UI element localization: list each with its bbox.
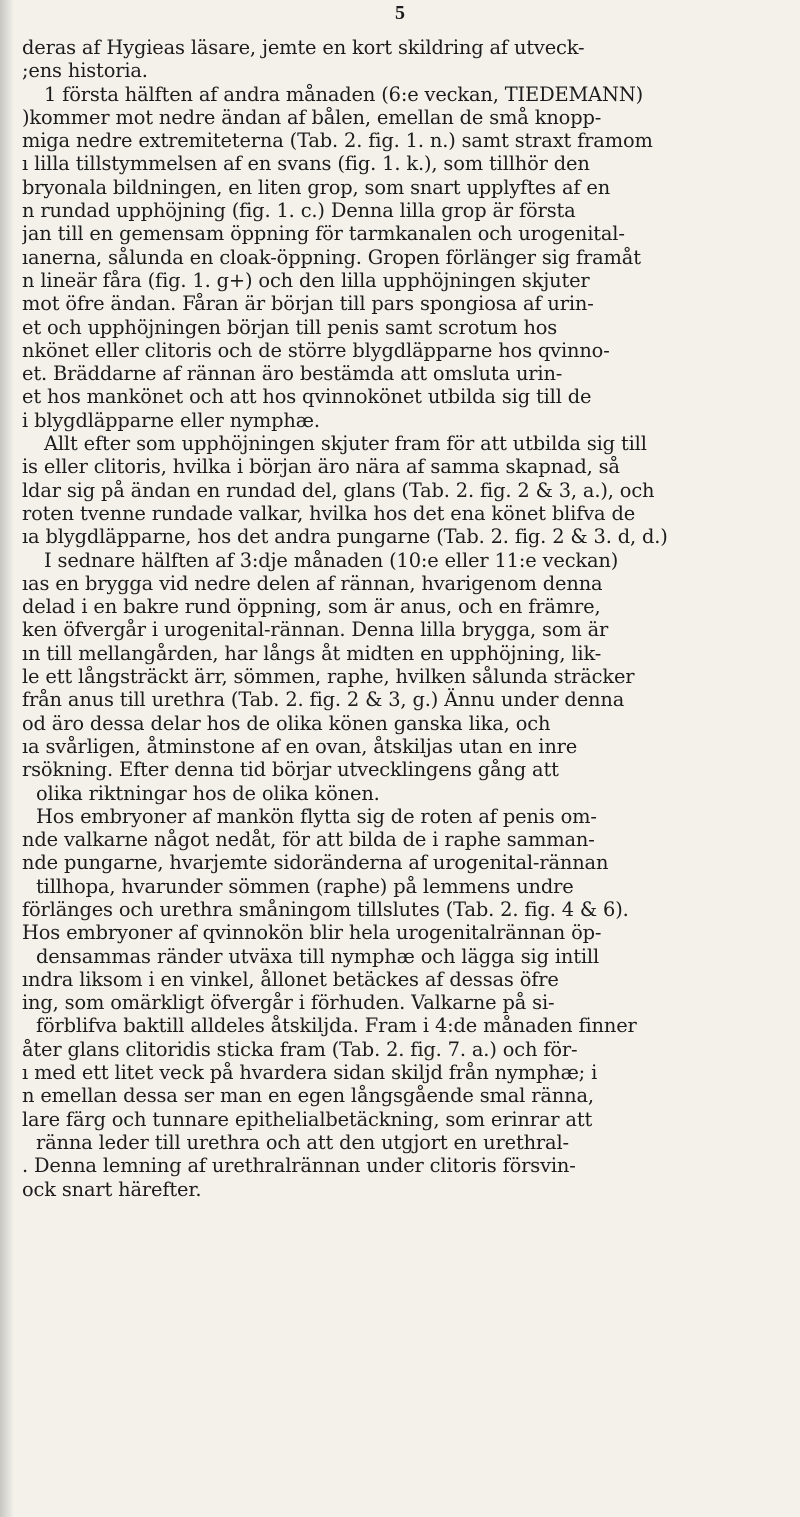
text-line: bryonala bildningen, en liten grop, som snart upplyftes af en (22, 175, 611, 199)
text-line: deras af Hygieas läsare, jemte en kort skildring af utveck- (22, 36, 585, 59)
text-line: ing, som omärkligt öfvergår i förhuden. Valkarne på si- (22, 991, 555, 1015)
text-line: ıa blygdläpparne, hos det andra pungarne (Tab. 2. fig. 2 & 3. d, d.) (22, 525, 668, 549)
text-line: ı med ett litet veck på hvardera sidan skiljd från nymphæ; i (22, 1061, 598, 1085)
text-line: n rundad upphöjning (fig. 1. c.) Denna lilla grop är första (22, 199, 576, 223)
text-line: ;ens historia. (22, 59, 148, 83)
text-line: ıa svårligen, åtminstone af en ovan, åtskiljas utan en inre (22, 734, 578, 758)
text-line: nde pungarne, hvarjemte sidoränderna af urogenital-rännan (22, 851, 609, 875)
text-line: mot öfre ändan. Fåran är början till pars spongiosa af urin- (22, 292, 594, 316)
text-line: tillhopa, hvarunder sömmen (raphe) på lemmens undre (36, 874, 574, 898)
text-line: le ett långsträckt ärr, sömmen, raphe, hvilken sålunda sträcker (22, 665, 635, 689)
text-line: . Denna lemning af urethralrännan under clitoris försvin- (22, 1154, 576, 1178)
text-line: delad i en bakre rund öppning, som är anus, och en främre, (22, 595, 601, 619)
text-line: ıas en brygga vid nedre delen af rännan, hvarigenom denna (22, 571, 603, 595)
text-line: n emellan dessa ser man en egen långsgående smal ränna, (22, 1084, 594, 1108)
text-line: ränna leder till urethra och att den utgjort en urethral- (36, 1130, 569, 1154)
text-line: ken öfvergår i urogenital-rännan. Denna lilla brygga, som är (22, 618, 609, 642)
text-line: rsökning. Efter denna tid börjar utvecklingens gång att (22, 758, 559, 782)
text-line: från anus till urethra (Tab. 2. fig. 2 & 3, g.) Ännu under denna (22, 688, 625, 712)
text-line: ldar sig på ändan en rundad del, glans (Tab. 2. fig. 2 & 3, a.), och (22, 478, 655, 502)
text-line: nde valkarne något nedåt, för att bilda de i raphe samman- (22, 828, 595, 852)
text-line: is eller clitoris, hvilka i början äro nära af samma skapnad, så (22, 455, 620, 479)
text-line: jan till en gemensam öppning för tarmkanalen och urogenital- (22, 222, 625, 246)
text-line: Hos embryoner af mankön flytta sig de roten af penis om- (36, 804, 597, 828)
text-line: olika riktningar hos de olika könen. (36, 781, 380, 805)
text-line: et och upphöjningen början till penis samt scrotum hos (22, 315, 558, 339)
text-line: förlänges och urethra småningom tillslutes (Tab. 2. fig. 4 & 6). (22, 897, 629, 921)
text-line: lare färg och tunnare epithelialbetäckning, som erinrar att (22, 1107, 593, 1131)
text-line: roten tvenne rundade valkar, hvilka hos det ena könet blifva de (22, 501, 636, 525)
text-line: Allt efter som upphöjningen skjuter fram för att utbilda sig till (44, 432, 647, 456)
text-line: förblifva baktill alldeles åtskiljda. Fram i 4:de månaden finner (36, 1014, 637, 1038)
page-number: 5 (395, 2, 405, 24)
text-line: ı lilla tillstymmelsen af en svans (fig. 1. k.), som tillhör den (22, 152, 590, 176)
text-line: )kommer mot nedre ändan af bålen, emellan de små knopp- (22, 105, 602, 129)
text-line: ıanerna, sålunda en cloak-öppning. Gropen förlänger sig framåt (22, 245, 641, 269)
text-line: miga nedre extremiteterna (Tab. 2. fig. 1. n.) samt straxt framom (22, 129, 653, 153)
text-line: ındra liksom i en vinkel, ållonet betäckes af dessas öfre (22, 967, 559, 991)
document-body (22, 36, 792, 1201)
text-line: Hos embryoner af qvinnokön blir hela urogenitalrännan öp- (22, 921, 602, 945)
text-line: et hos mankönet och att hos qvinnokönet utbilda sig till de (22, 385, 592, 409)
text-line: ın till mellangården, har långs åt midten en upphöjning, lik- (22, 641, 602, 665)
text-line: densammas ränder utväxa till nymphæ och lägga sig intill (36, 944, 600, 968)
text-line: od äro dessa delar hos de olika könen ganska lika, och (22, 711, 551, 735)
text-line: åter glans clitoridis sticka fram (Tab. 2. fig. 7. a.) och för- (22, 1037, 578, 1061)
text-line: nkönet eller clitoris och de större blygdläpparne hos qvinno- (22, 338, 610, 362)
text-line: n lineär fåra (fig. 1. g+) och den lilla upphöjningen skjuter (22, 268, 590, 292)
text-line: I sednare hälften af 3:dje månaden (10:e eller 11:e veckan) (44, 548, 619, 572)
text-line: 1 första hälften af andra månaden (6:e veckan, TIEDEMANN) (44, 82, 644, 106)
text-line: ock snart härefter. (22, 1177, 202, 1201)
binding-shadow (0, 0, 14, 1517)
text-line: i blygdläpparne eller nymphæ. (22, 408, 320, 432)
text-line: et. Bräddarne af rännan äro bestämda att omsluta urin- (22, 362, 563, 386)
